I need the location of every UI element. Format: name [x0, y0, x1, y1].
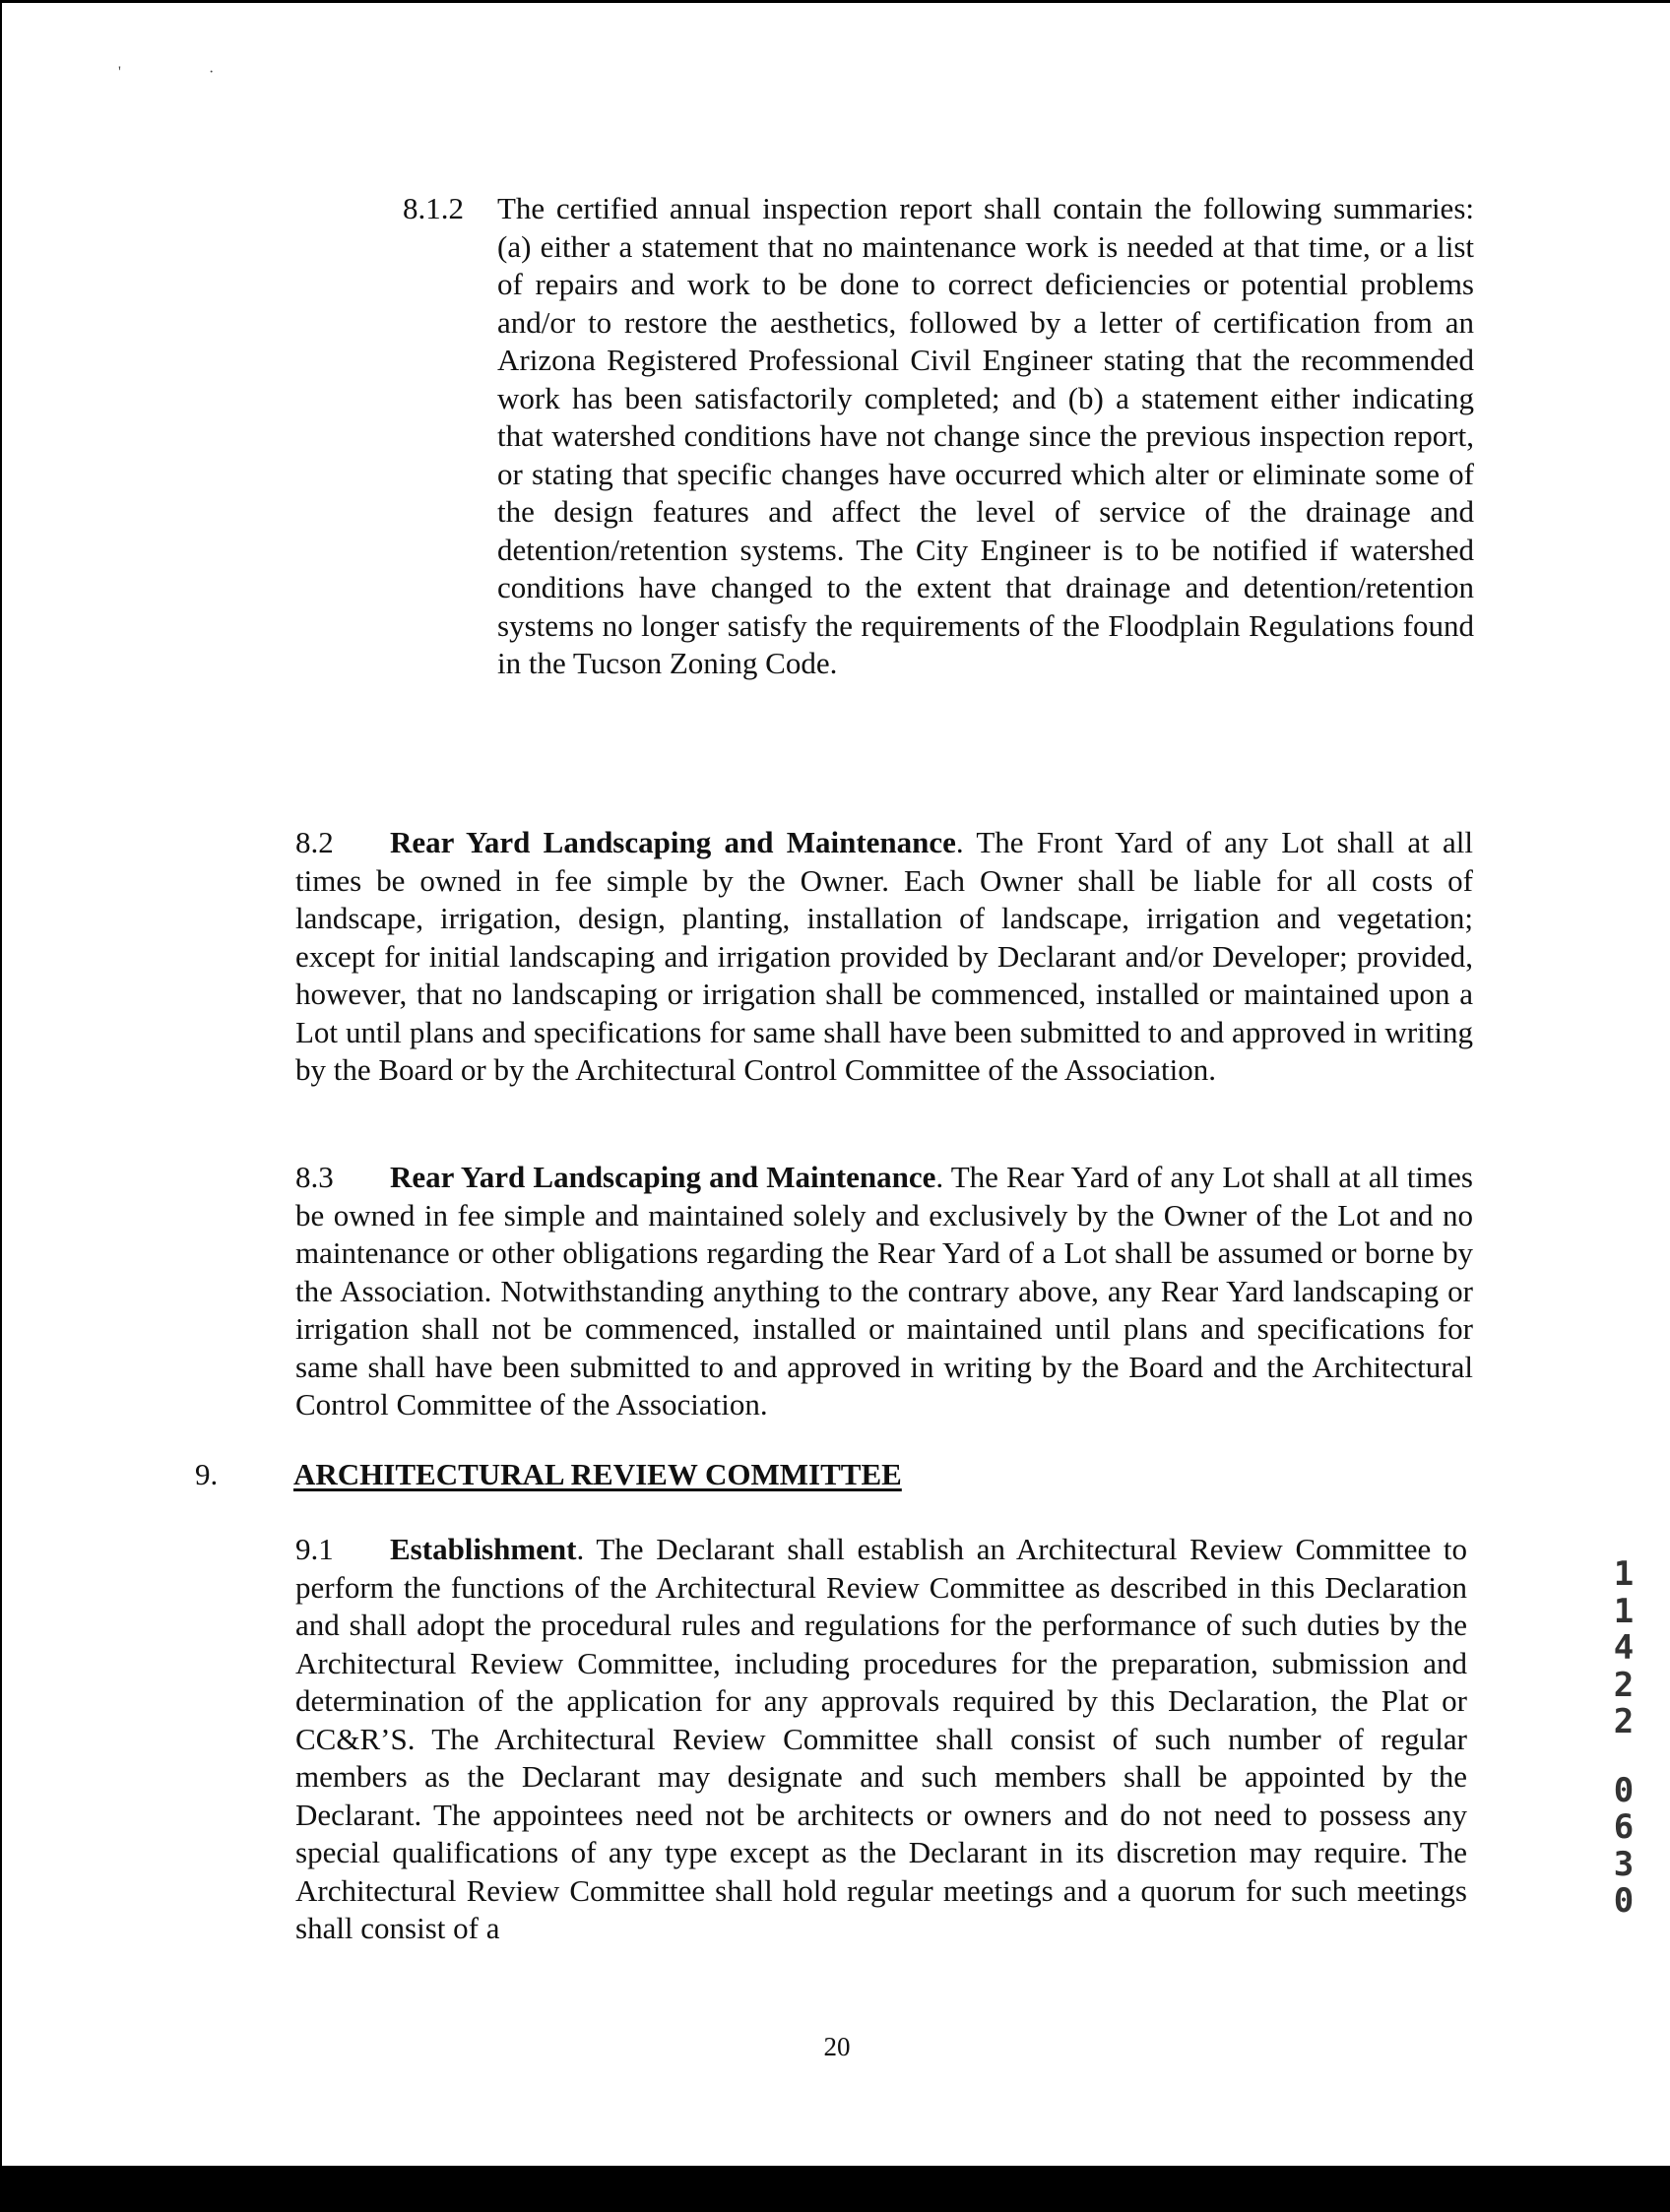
- section-8-2: [295, 824, 1473, 1090]
- section-9-number: 9.: [195, 1457, 219, 1491]
- section-8-3: [295, 1159, 1473, 1424]
- stamp-digit: 1: [1613, 1591, 1635, 1631]
- stamp-digit: 0: [1613, 1881, 1635, 1921]
- section-8-3-title: Rear Yard Landscaping and Maintenance: [390, 1160, 936, 1194]
- stamp-digit: 0: [1613, 1770, 1635, 1810]
- section-8-1-2-number: 8.1.2: [403, 191, 464, 225]
- scan-specks: ' ·: [118, 64, 215, 81]
- section-8-3-text: . The Rear Yard of any Lot shall at all times be owned in fee simple and maintained solely and exclusively by the Owner of the Lot and no maintenance or other obligations regarding the Rear Yard of a Lot shall be assumed or borne by the Association. Notwithstanding anything to the contrary above, any Rear Yard landscaping or irrigation shall not be commenced, installed or maintained until plans and specifications for same shall have been submitted to and approved in writing by the Board and the Architectural Control Committee of the Association.: [295, 1160, 1473, 1422]
- section-8-2-number: 8.2: [295, 825, 334, 859]
- section-8-3-number: 8.3: [295, 1160, 334, 1194]
- stamp-digit: 4: [1613, 1628, 1635, 1668]
- stamp-digit: 3: [1613, 1844, 1635, 1884]
- stamp-gap: [1607, 1741, 1640, 1773]
- section-8-1-2-text: The certified annual inspection report shall contain the following summaries: (a) either a statement that no maintenance work is needed at that time, or a list of repairs and work to be done to correct deficiencies or potential problems and/or to restore the aesthetics, followed by a letter of certification from an Arizona Registered Professional Civil Engineer stating that the recommended work has been satisfactorily completed; and (b) a statement either indicating that watershed conditions have not change since the previous inspection report, or stating that specific changes have occurred which alter or eliminate some of the design features and affect the level of service of the drainage and detention/retention systems. The City Engineer is to be notified if watershed conditions have changed to the extent that drainage and detention/retention systems no longer satisfy the requirements of the Floodplain Regulations found in the Tucson Zoning Code.: [497, 191, 1474, 680]
- section-9-1-number: 9.1: [295, 1532, 334, 1566]
- recording-stamp: [1607, 1556, 1640, 1921]
- scan-bottom-border: [0, 2166, 1670, 2212]
- section-8-2-text: . The Front Yard of any Lot shall at all times be owned in fee simple by the Owner. Each Owner shall be liable for all costs of landscape, irrigation, design, planting, installation of landscape, irrigation and vegetation; except for initial landscaping and irrigation provided by Declarant and/or Developer; provided, however, that no landscaping or irrigation shall be commenced, installed or maintained upon a Lot until plans and specifications for same shall have been submitted to and approved in writing by the Board or by the Architectural Control Committee of the Association.: [295, 825, 1473, 1087]
- section-9-1-text: . The Declarant shall establish an Architectural Review Committee to perform the functions of the Architectural Review Committee as described in this Declaration and shall adopt the procedural rules and regulations for the performance of such duties by the Architectural Review Committee, including procedures for the preparation, submission and determination of the application for any approvals required by this Declaration, the Plat or CC&R’S. The Architectural Review Committee shall consist of such number of regular members as the Declarant may designate and such members shall be appointed by the Declarant. The appointees need not be architects or owners and do not need to possess any special qualifications of any type except as the Declarant in its discretion may require. The Architectural Review Committee shall hold regular meetings and a quorum for such meetings shall consist of a: [295, 1532, 1467, 1945]
- stamp-digit: 1: [1613, 1554, 1635, 1594]
- page-number: 20: [823, 2032, 851, 2061]
- section-9-heading: ARCHITECTURAL REVIEW COMMITTEE: [293, 1457, 902, 1491]
- section-9-1: [295, 1531, 1467, 1948]
- stamp-digit: 2: [1613, 1665, 1635, 1705]
- stamp-digit: 2: [1613, 1702, 1635, 1741]
- stamp-digit: 6: [1613, 1807, 1635, 1847]
- section-8-2-title: Rear Yard Landscaping and Maintenance: [390, 825, 956, 859]
- section-9-1-title: Establishment: [390, 1532, 577, 1566]
